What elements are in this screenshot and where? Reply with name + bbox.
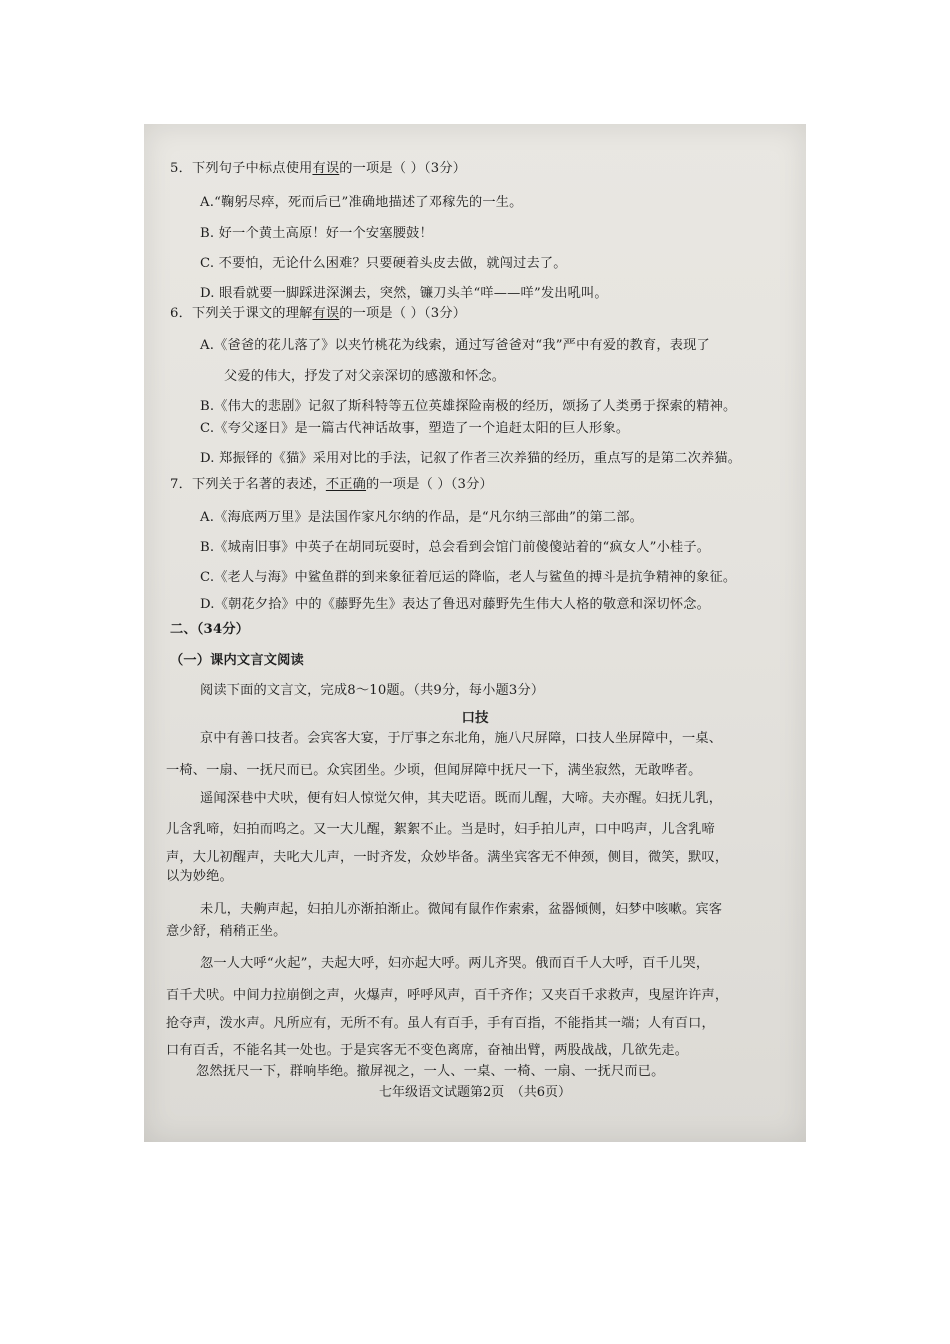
q7-option-a: A.《海底两万里》是法国作家凡尔纳的作品，是“凡尔纳三部曲”的第二部。	[200, 510, 644, 525]
q7-stem	[170, 476, 493, 494]
passage-line-3: 遥闻深巷中犬吠，便有妇人惊觉欠伸，其夫呓语。既而儿醒，大啼。夫亦醒。妇抚儿乳，	[200, 791, 723, 806]
reading-instruction: 阅读下面的文言文，完成8～10题。（共9分，每小题3分）	[200, 683, 545, 698]
q7-option-b: B.《城南旧事》中英子在胡同玩耍时，总会看到会馆门前傻傻站着的“疯女人”小桂子。	[200, 540, 711, 555]
q5-stem	[170, 160, 466, 178]
q5-option-b: B. 好一个黄土高原！好一个安塞腰鼓！	[200, 226, 433, 241]
passage-line-7: 未几，夫齁声起，妇拍儿亦渐拍渐止。微闻有鼠作作索索，盆器倾侧，妇梦中咳嗽。宾客	[200, 902, 723, 917]
q7-option-d: D.《朝花夕拾》中的《藤野先生》表达了鲁迅对藤野先生伟大人格的敬意和深切怀念。	[200, 597, 711, 612]
q5-stem-underlined: 有误	[312, 161, 340, 176]
passage-line-1: 京中有善口技者。会宾客大宴，于厅事之东北角，施八尺屏障，口技人坐屏障中，一桌、	[200, 731, 723, 746]
passage-line-9: 忽一人大呼“火起”，夫起大呼，妇亦起大呼。两儿齐哭。俄而百千人大呼，百千儿哭，	[200, 956, 710, 971]
passage-line-8: 意少舒，稍稍正坐。	[166, 924, 287, 939]
q6-stem-part-b: 的一项是（ ）（3分）	[339, 306, 467, 321]
passage-line-4: 儿含乳啼，妇拍而呜之。又一大儿醒，絮絮不止。当是时，妇手拍儿声，口中呜声，儿含乳啼	[166, 822, 715, 837]
section-2-heading: 二、（34分）	[170, 622, 250, 637]
q7-option-c: C.《老人与海》中鲨鱼群的到来象征着厄运的降临，老人与鲨鱼的搏斗是抗争精神的象征。	[200, 570, 737, 585]
passage-line-6: 以为妙绝。	[166, 869, 233, 884]
q6-option-d: D. 郑振铎的《猫》采用对比的手法，记叙了作者三次养猫的经历，重点写的是第二次养猫。	[200, 451, 742, 466]
exam-page	[144, 124, 806, 1142]
passage-line-5: 声，大儿初醒声，夫叱大儿声，一时齐发，众妙毕备。满坐宾客无不伸颈，侧目，微笑，默叹，	[166, 850, 729, 865]
passage-line-11: 抢夺声，泼水声。凡所应有，无所不有。虽人有百手，手有百指，不能指其一端；人有百口，	[166, 1016, 715, 1031]
q5-stem-part-a: 5．下列句子中标点使用	[170, 161, 313, 176]
q7-stem-part-b: 的一项是（ ）（3分）	[366, 477, 493, 492]
q6-stem-part-a: 6．下列关于课文的理解	[170, 306, 313, 321]
q5-stem-part-b: 的一项是（ ）（3分）	[339, 161, 467, 176]
passage-line-13: 忽然抚尺一下，群响毕绝。撤屏视之，一人、一桌、一椅、一扇、一抚尺而已。	[196, 1064, 665, 1079]
q6-option-b: B.《伟大的悲剧》记叙了斯科特等五位英雄探险南极的经历，颂扬了人类勇于探索的精神。	[200, 399, 737, 414]
q7-stem-underlined: 不正确	[325, 477, 367, 492]
q6-option-a-line1: A.《爸爸的花儿落了》以夹竹桃花为线索，通过写爸爸对“我”严中有爱的教育，表现了	[200, 338, 710, 353]
passage-title: 口技	[461, 710, 489, 726]
q5-option-d: D. 眼看就要一脚踩进深渊去，突然，镰刀头羊“咩——咩”发出吼叫。	[200, 286, 608, 301]
q6-stem-underlined: 有误	[312, 306, 340, 321]
q7-stem-part-a: 7．下列关于名著的表述，	[170, 477, 326, 492]
q5-option-a: A.“鞠躬尽瘁，死而后已”准确地描述了邓稼先的一生。	[200, 195, 523, 210]
passage-line-10: 百千犬吠。中间力拉崩倒之声，火爆声，呼呼风声，百千齐作；又夹百千求救声，曳屋许许声，	[166, 988, 729, 1003]
subsection-heading: （一）课内文言文阅读	[170, 653, 304, 668]
q5-option-c: C. 不要怕，无论什么困难？只要硬着头皮去做，就闯过去了。	[200, 256, 567, 271]
page-footer: 七年级语文试题第2页 （共6页）	[378, 1085, 572, 1100]
q6-stem	[170, 305, 466, 323]
passage-line-2: 一椅、一扇、一抚尺而已。众宾团坐。少顷，但闻屏障中抚尺一下，满坐寂然，无敢哗者。	[166, 763, 702, 778]
passage-line-12: 口有百舌，不能名其一处也。于是宾客无不变色离席，奋袖出臂，两股战战，几欲先走。	[166, 1043, 689, 1058]
q6-option-a-line2: 父爱的伟大，抒发了对父亲深切的感激和怀念。	[224, 369, 506, 384]
q6-option-c: C.《夸父逐日》是一篇古代神话故事，塑造了一个追赶太阳的巨人形象。	[200, 421, 630, 436]
